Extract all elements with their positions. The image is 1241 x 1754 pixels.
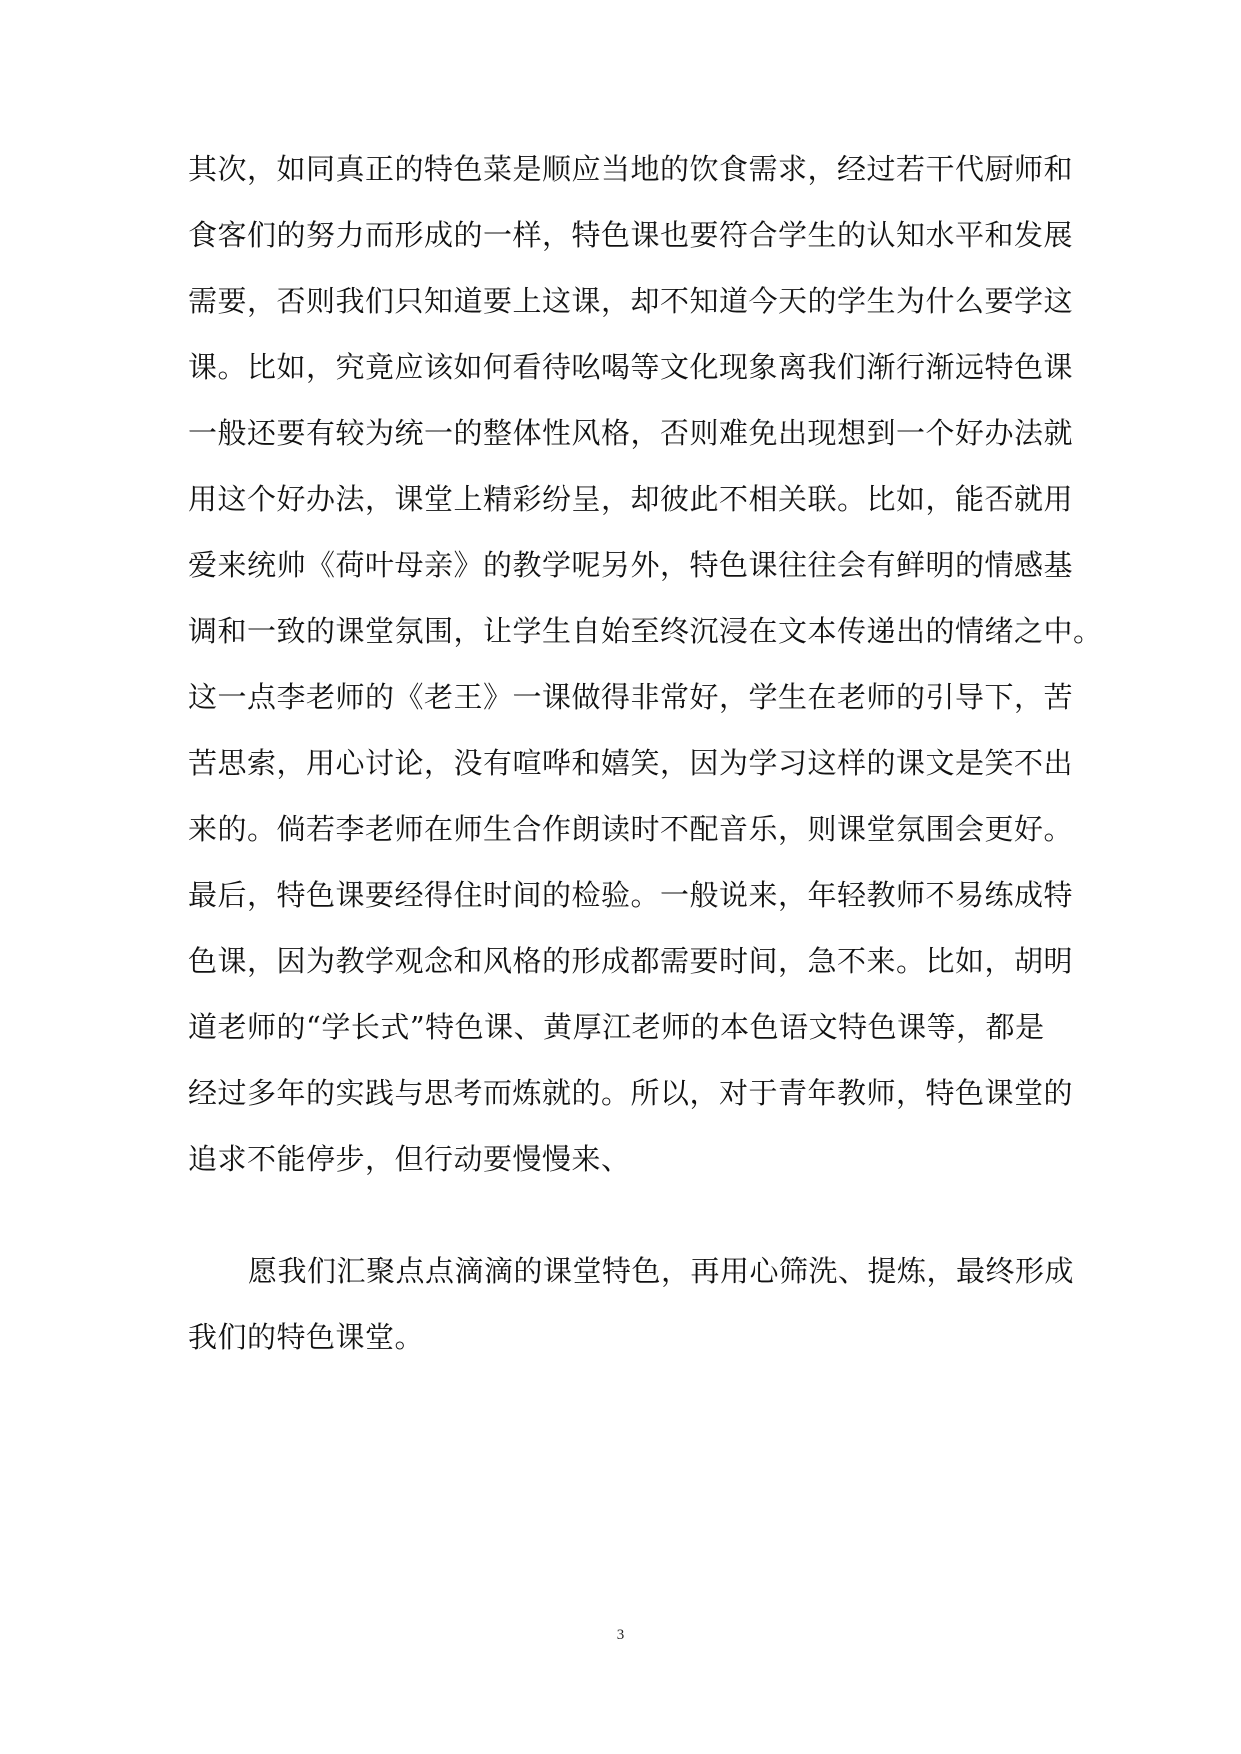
text-line: 色课，因为教学观念和风格的形成都需要时间，急不来。比如，胡明: [188, 944, 1074, 978]
text-line: 愿我们汇聚点点滴滴的课堂特色，再用心筛洗、提炼，最终形成: [248, 1254, 1075, 1288]
text-line: 需要，否则我们只知道要上这课，却不知道今天的学生为什么要学这: [188, 284, 1074, 318]
text-line: 苦思索，用心讨论，没有喧哗和嬉笑，因为学习这样的课文是笑不出: [188, 746, 1074, 780]
text-line: 食客们的努力而形成的一样，特色课也要符合学生的认知水平和发展: [188, 218, 1074, 252]
text-line: 追求不能停步，但行动要慢慢来、: [188, 1142, 631, 1176]
text-line: 来的。倘若李老师在师生合作朗读时不配音乐，则课堂氛围会更好。: [188, 812, 1074, 846]
text-line: 这一点李老师的《老王》一课做得非常好，学生在老师的引导下，苦: [188, 680, 1074, 714]
text-line: 其次，如同真正的特色菜是顺应当地的饮食需求，经过若干代厨师和: [188, 152, 1074, 186]
text-line: 爱来统帅《荷叶母亲》的教学呢另外，特色课往往会有鲜明的情感基: [188, 548, 1074, 582]
paragraph-1: [188, 146, 1103, 1202]
paragraph-spacer: [188, 1202, 1068, 1248]
text-line: 课。比如，究竟应该如何看待吆喝等文化现象离我们渐行渐远特色课: [188, 350, 1074, 384]
paragraph-2: [188, 1248, 1075, 1380]
text-line: 一般还要有较为统一的整体性风格，否则难免出现想到一个好办法就: [188, 416, 1074, 450]
text-line: 用这个好办法，课堂上精彩纷呈，却彼此不相关联。比如，能否就用: [188, 482, 1074, 516]
body-text: [188, 146, 1103, 1380]
text-line: 最后，特色课要经得住时间的检验。一般说来，年轻教师不易练成特: [188, 878, 1074, 912]
text-line: 我们的特色课堂。: [188, 1320, 425, 1354]
page-number: 3: [616, 1627, 625, 1643]
text-line: 道老师的“学长式”特色课、黄厚江老师的本色语文特色课等，都是: [188, 1010, 1045, 1044]
text-line: 调和一致的课堂氛围，让学生自始至终沉浸在文本传递出的情绪之中。: [188, 614, 1103, 648]
text-line: 经过多年的实践与思考而炼就的。所以，对于青年教师，特色课堂的: [188, 1076, 1074, 1110]
